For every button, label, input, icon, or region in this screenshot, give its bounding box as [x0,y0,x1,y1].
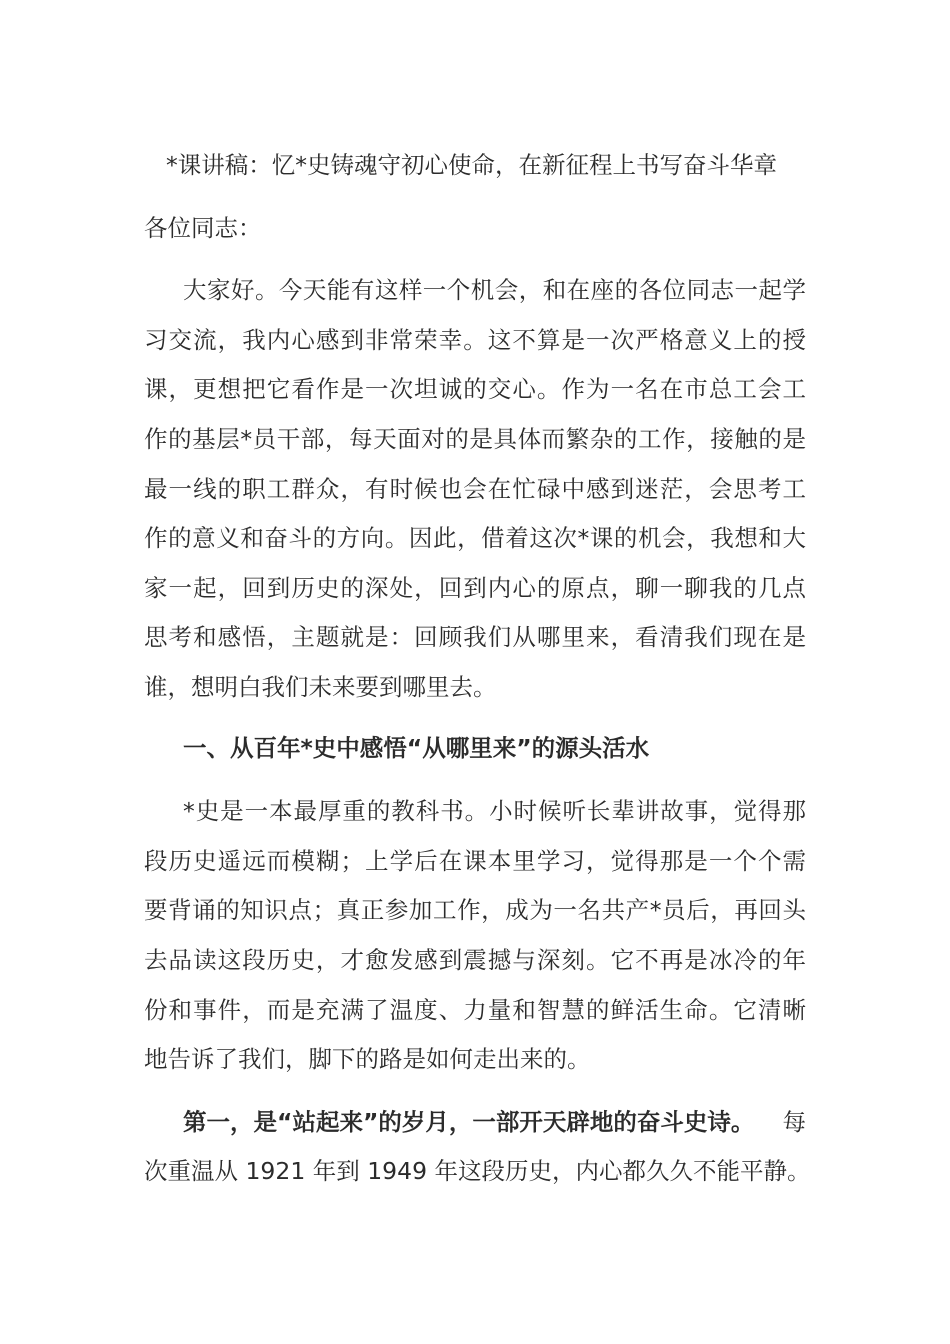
paragraph-line: 作的意义和奋斗的方向。因此，借着这次*课的机会，我想和大 [144,524,806,552]
paragraph-line: 次重温从 1921 年到 1949 年这段历史，内心都久久不能平静。 [144,1157,811,1185]
paragraph-line: 作的基层*员干部，每天面对的是具体而繁杂的工作，接触的是 [144,425,806,453]
paragraph-line: 段历史遥远而模糊；上学后在课本里学习，觉得那是一个个需 [144,847,806,875]
paragraph-line: 习交流，我内心感到非常荣幸。这不算是一次严格意义上的授 [144,326,806,354]
paragraph-line: 家一起，回到历史的深处，回到内心的原点，聊一聊我的几点 [144,574,806,602]
paragraph-line: 大家好。今天能有这样一个机会，和在座的各位同志一起学 [183,276,806,304]
paragraph-line: 思考和感悟，主题就是：回顾我们从哪里来，看清我们现在是 [144,623,806,651]
paragraph-line: 课，更想把它看作是一次坦诚的交心。作为一名在市总工会工 [144,375,806,403]
salutation: 各位同志： [144,214,262,242]
paragraph-line: *史是一本最厚重的教科书。小时候听长辈讲故事，觉得那 [183,797,806,825]
point-text: 每 [782,1108,806,1136]
paragraph-line: 谁，想明白我们未来要到哪里去。 [144,673,497,701]
paragraph-line: 份和事件，而是充满了温度、力量和智慧的鲜活生命。它清晰 [144,996,806,1024]
paragraph-line: 去品读这段历史，才愈发感到震撼与深刻。它不再是冰冷的年 [144,946,806,974]
paragraph-line: 要背诵的知识点；真正参加工作，成为一名共产*员后，再回头 [144,896,806,924]
paragraph-line: 最一线的职工群众，有时候也会在忙碌中感到迷茫，会思考工 [144,475,806,503]
paragraph-line: 地告诉了我们，脚下的路是如何走出来的。 [144,1045,591,1073]
document-title: *课讲稿：忆*史铸魂守初心使命，在新征程上书写奋斗华章 [166,151,777,179]
point-lead-bold: 第一，是“站起来”的岁月，一部开天辟地的奋斗史诗。 [183,1108,755,1136]
paragraph-line [183,1107,806,1137]
section-heading: 一、从百年*史中感悟“从哪里来”的源头活水 [183,734,650,762]
